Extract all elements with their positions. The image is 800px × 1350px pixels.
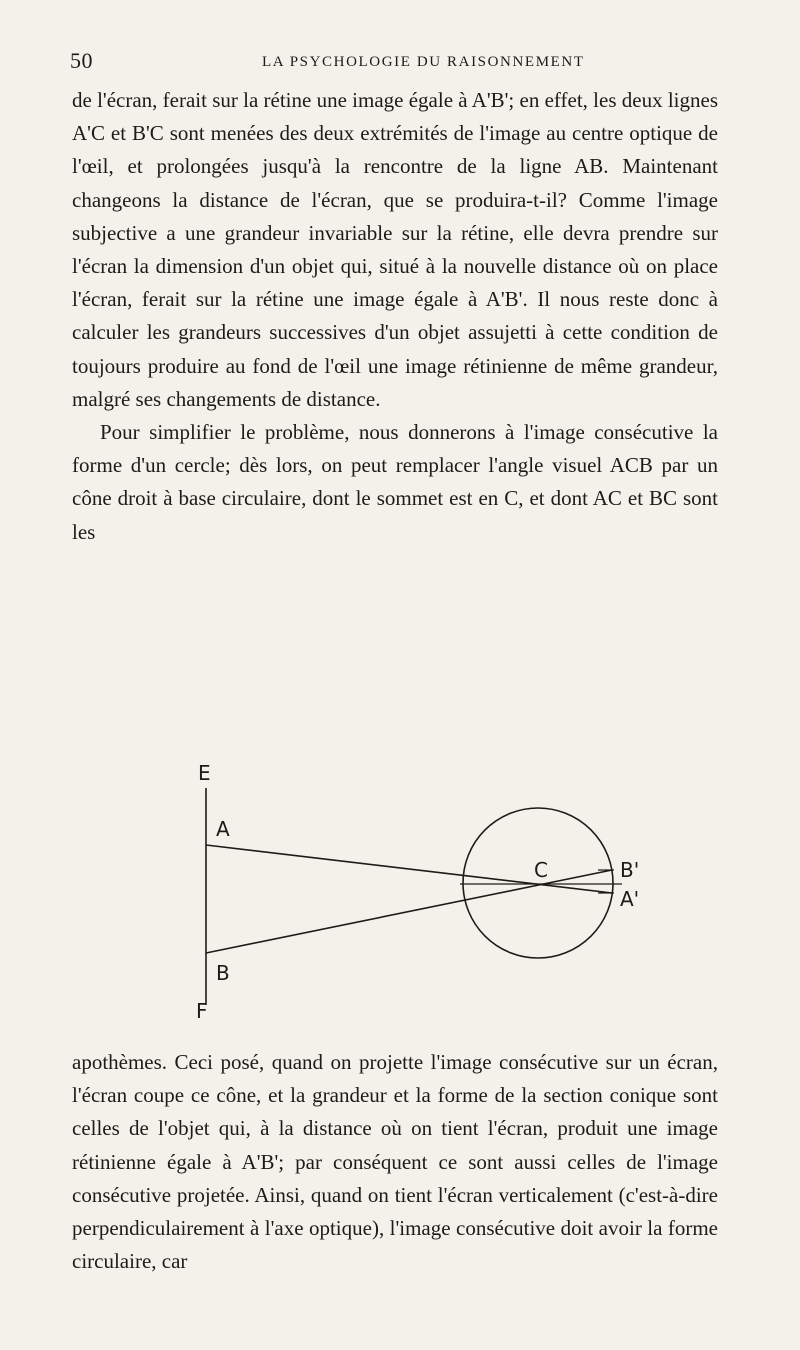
label-a-prime: A' [620,887,640,911]
label-a: A [216,817,230,841]
label-b-prime: B' [620,858,640,882]
label-e: E [198,761,211,785]
diagram-svg [190,760,650,1020]
line-b-to-b-prime [206,870,612,953]
paragraph-continued: de l'écran, ferait sur la rétine une image égale à A'B'; en effet, les deux lignes A'C et B'C sont menées des deux extrémités de l'image au centre optique de l'œil, et prolongées jusqu'à la rencontre de la ligne AB. Maintenant changeons la distance de l'écran, que se produira-t-il? Comme l'image subjective a une grandeur invariable sur la rétine, elle devra prendre sur l'écran la dimension d'un objet qui, situé à la nouvelle distance où on place l'écran, ferait sur la rétine une image égale à A'B'. Il nous reste donc à calculer les grandeurs successives d'un objet assujetti à cette condition de toujours produire au fond de l'œil une image rétinienne de même grandeur, malgré ses changements de distance. [72,88,718,411]
eye-circle [463,808,613,958]
optics-diagram [190,760,650,1020]
label-b: B [216,961,230,985]
running-title: LA PSYCHOLOGIE DU RAISONNEMENT [262,54,585,70]
page-number: 50 [70,48,93,73]
label-f: F [196,999,208,1020]
paragraph-continued: apothèmes. Ceci posé, quand on projette l'image consécutive sur un écran, l'écran coupe ce cône, et la grandeur et la forme de la section conique sont celles de l'objet qui, à la distance où on tient l'écran, produit une image rétinienne égale à A'B'; par conséquent ce sont aussi celles de l'image consécutive projetée. Ainsi, quand on tient l'écran verticalement (c'est-à-dire perpendiculairement à l'axe optique), l'image consécutive doit avoir la forme circulaire, car [72,1050,718,1274]
label-c: C [534,858,548,882]
running-head [70,48,710,78]
line-a-to-a-prime [206,845,612,893]
paragraph: Pour simplifier le problème, nous donnerons à l'image consécutive la forme d'un cercle; dès lors, on peut remplacer l'angle visuel ACB par un cône droit à base circulaire, dont le sommet est en C, et dont AC et BC sont les [72,420,718,544]
text-block-top [72,84,718,549]
text-block-bottom [72,1046,718,1278]
